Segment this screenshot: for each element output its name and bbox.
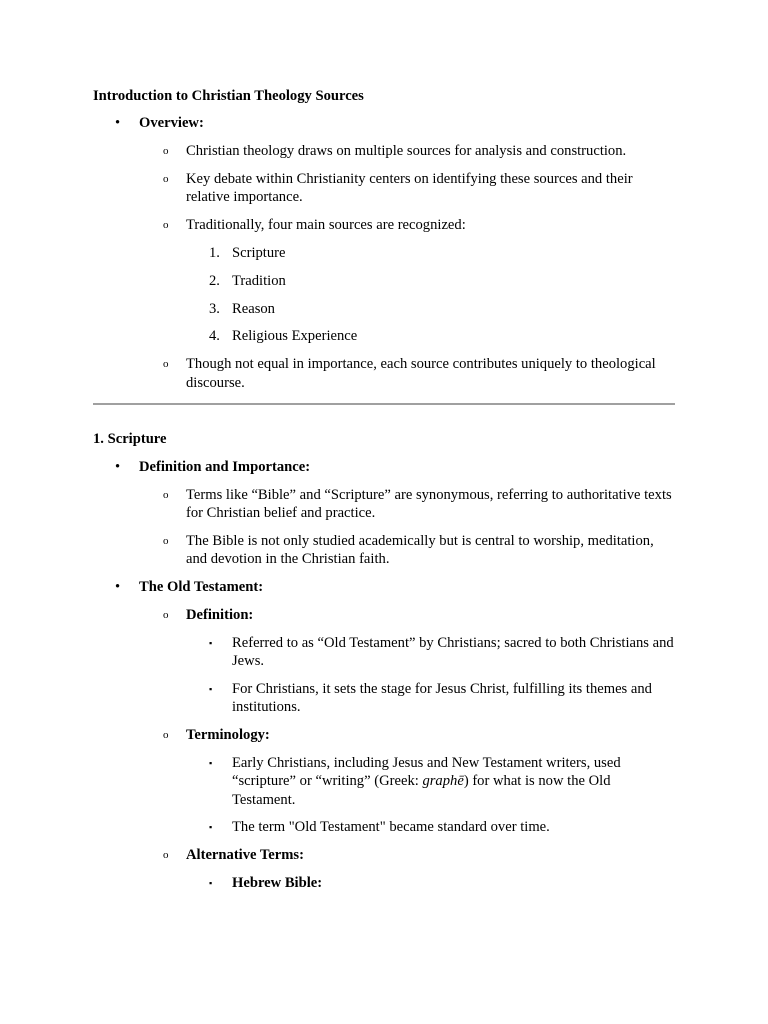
definition-point (93, 532, 675, 569)
number-marker: 3. (209, 300, 220, 317)
ot-definition-label: Definition: (186, 606, 254, 623)
source-text: Religious Experience (232, 328, 358, 345)
sub-bullet-marker: o (163, 172, 169, 185)
sub-bullet-marker: o (163, 728, 169, 741)
bullet-marker: • (115, 458, 121, 475)
terminology-point-text-start: Early Christians, including Jesus and New Testament writers, used “scripture” or “writing” (Greek: (232, 754, 621, 790)
ot-definition-point-text: For Christians, it sets the stage for Jesus Christ, fulfilling its themes and institutions. (232, 680, 652, 716)
definition-point-text: Terms like “Bible” and “Scripture” are synonymous, referring to authoritative texts for Christian belief and practice. (186, 486, 672, 521)
document-page (93, 87, 675, 892)
overview-point-text: Key debate within Christianity centers on identifying these sources and their relative importance. (186, 170, 633, 206)
document-title: Introduction to Christian Theology Sources (93, 88, 364, 104)
terminology-point-text-end: ) for what is now the Old Testament. (232, 773, 611, 808)
sub-bullet-marker: o (163, 608, 169, 621)
source-item (93, 272, 675, 290)
sub-bullet-marker: o (163, 849, 169, 862)
number-marker: 1. (209, 244, 220, 261)
section-divider (93, 403, 675, 405)
ot-definition-point (93, 634, 675, 671)
square-bullet-marker: ▪ (209, 637, 213, 648)
bullet-marker: • (115, 115, 121, 132)
terminology-point (93, 818, 675, 836)
source-item (93, 327, 675, 345)
overview-label: Overview: (139, 115, 204, 132)
bullet-marker: • (115, 578, 121, 595)
number-marker: 2. (209, 272, 220, 289)
sub-bullet-marker: o (163, 219, 169, 232)
overview-item (93, 114, 675, 132)
sub-bullet-marker: o (163, 145, 169, 158)
source-item (93, 244, 675, 262)
overview-point-text: Traditionally, four main sources are recognized: (186, 217, 466, 234)
definition-point (93, 486, 675, 523)
alternative-terms-item (93, 846, 675, 864)
source-text: Scripture (232, 244, 286, 261)
source-text: Tradition (232, 272, 286, 289)
greek-term: graphē (422, 773, 464, 790)
overview-point-text: Christian theology draws on multiple sources for analysis and construction. (186, 143, 627, 160)
overview-point (93, 170, 675, 207)
number-marker: 4. (209, 328, 220, 345)
sub-bullet-marker: o (163, 534, 169, 547)
sub-bullet-marker: o (163, 358, 169, 371)
definition-point-text: The Bible is not only studied academically but is central to worship, meditation, and devotion in the Christian faith. (186, 532, 654, 568)
hebrew-bible-item (93, 874, 675, 892)
overview-point (93, 216, 675, 234)
terminology-label: Terminology: (186, 726, 270, 743)
section-title: 1. Scripture (93, 430, 167, 447)
alternative-terms-label: Alternative Terms: (186, 847, 304, 864)
source-text: Reason (232, 300, 275, 317)
overview-closing-text: Though not equal in importance, each source contributes uniquely to theological discourse. (186, 356, 656, 391)
ot-definition-point (93, 680, 675, 717)
source-item (93, 300, 675, 318)
overview-closing (93, 355, 675, 392)
terminology-point (93, 754, 675, 809)
square-bullet-marker: ▪ (209, 822, 213, 833)
square-bullet-marker: ▪ (209, 757, 213, 768)
terminology-point-text: The term "Old Testament" became standard over time. (232, 819, 550, 836)
square-bullet-marker: ▪ (209, 683, 213, 694)
overview-point (93, 142, 675, 160)
old-testament-label: The Old Testament: (139, 578, 264, 595)
terminology-item (93, 726, 675, 744)
hebrew-bible-label: Hebrew Bible: (232, 874, 323, 891)
square-bullet-marker: ▪ (209, 877, 213, 888)
ot-definition-point-text: Referred to as “Old Testament” by Christians; sacred to both Christians and Jews. (232, 634, 674, 669)
ot-definition-item (93, 606, 675, 624)
definition-label: Definition and Importance: (139, 458, 311, 475)
sub-bullet-marker: o (163, 488, 169, 501)
old-testament-item (93, 578, 675, 596)
definition-item (93, 458, 675, 476)
